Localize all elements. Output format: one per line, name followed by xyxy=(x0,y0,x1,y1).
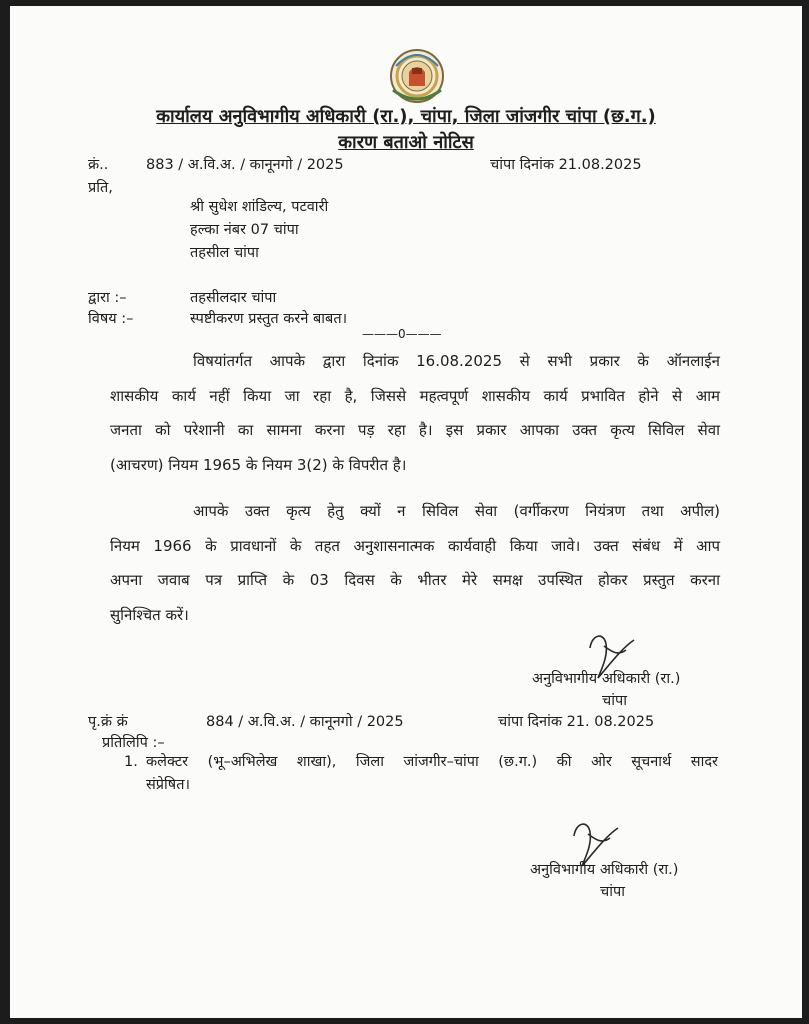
body-paragraph xyxy=(110,494,720,632)
signature-designation: अनुविभागीय अधिकारी (रा.) xyxy=(532,671,681,687)
copy-item-line: संप्रेषित। xyxy=(146,777,190,793)
paragraph-line: अपना जवाब पत्र प्राप्ति के 03 दिवस के भीतर मेरे समक्ष उपस्थित होकर प्रस्तुत करना xyxy=(110,571,720,589)
reference-label: क्रं.. xyxy=(88,157,109,173)
copy-item-number: 1. xyxy=(124,754,138,770)
divider: ———0——— xyxy=(362,327,442,341)
document-page xyxy=(10,6,802,1018)
body-paragraph xyxy=(110,344,720,482)
recipient-line: हल्का नंबर 07 चांपा xyxy=(190,222,299,238)
reference-place-date: चांपा दिनांक 21.08.2025 xyxy=(490,157,642,173)
paragraph-line: (आचरण) नियम 1965 के नियम 3(2) के विपरीत है। xyxy=(110,455,407,474)
recipient-line: श्री सुधेश शांडिल्य, पटवारी xyxy=(190,199,329,215)
paragraph-line: सुनिश्चित करें। xyxy=(110,605,189,624)
copy-item-line: कलेक्टर (भू–अभिलेख शाखा), जिला जांजगीर–चांपा (छ.ग.) की ओर सूचनार्थ सादर xyxy=(146,754,718,770)
through-value: तहसीलदार चांपा xyxy=(190,290,277,306)
through-label: द्वारा :– xyxy=(88,290,127,306)
notice-title: कारण बताओ नोटिस xyxy=(338,132,474,153)
paragraph-line: विषयांतर्गत आपके द्वारा दिनांक 16.08.2025 से सभी प्रकार के ऑनलाईन xyxy=(193,352,720,370)
paragraph-line: शासकीय कार्य नहीं किया जा रहा है, जिससे महत्वपूर्ण शासकीय कार्य प्रभावित होने से आम xyxy=(110,386,720,405)
endorsement-number: 884 / अ.वि.अ. / कानूनगो / 2025 xyxy=(206,714,404,730)
subject-label: विषय :– xyxy=(88,311,134,327)
endorsement-label: पृ.क्रं क्रं xyxy=(88,714,128,730)
paragraph-line: जनता को परेशानी का सामना करना पड़ रहा है। इस प्रकार आपका उक्त कृत्य सिविल सेवा xyxy=(110,421,720,439)
subject-value: स्पष्टीकरण प्रस्तुत करने बाबत। xyxy=(190,311,348,327)
signature-place: चांपा xyxy=(602,693,627,709)
government-emblem-icon xyxy=(388,46,446,108)
recipient-line: तहसील चांपा xyxy=(190,245,259,261)
signature-place: चांपा xyxy=(600,884,625,900)
signature-designation: अनुविभागीय अधिकारी (रा.) xyxy=(530,862,679,878)
paragraph-line: नियम 1966 के प्रावधानों के तहत अनुशासनात्मक कार्यवाही किया जावे। उक्त संबंध में आप xyxy=(110,536,720,555)
recipient-label: प्रति, xyxy=(88,180,113,196)
office-title: कार्यालय अनुविभागीय अधिकारी (रा.), चांपा, जिला जांजगीर चांपा (छ.ग.) xyxy=(156,106,656,127)
endorsement-place-date: चांपा दिनांक 21. 08.2025 xyxy=(498,714,655,730)
copy-label: प्रतिलिपि :– xyxy=(102,735,165,751)
reference-number: 883 / अ.वि.अ. / कानूनगो / 2025 xyxy=(146,157,344,173)
paragraph-line: आपके उक्त कृत्य हेतु क्यों न सिविल सेवा (वर्गीकरण नियंत्रण तथा अपील) xyxy=(193,502,720,520)
